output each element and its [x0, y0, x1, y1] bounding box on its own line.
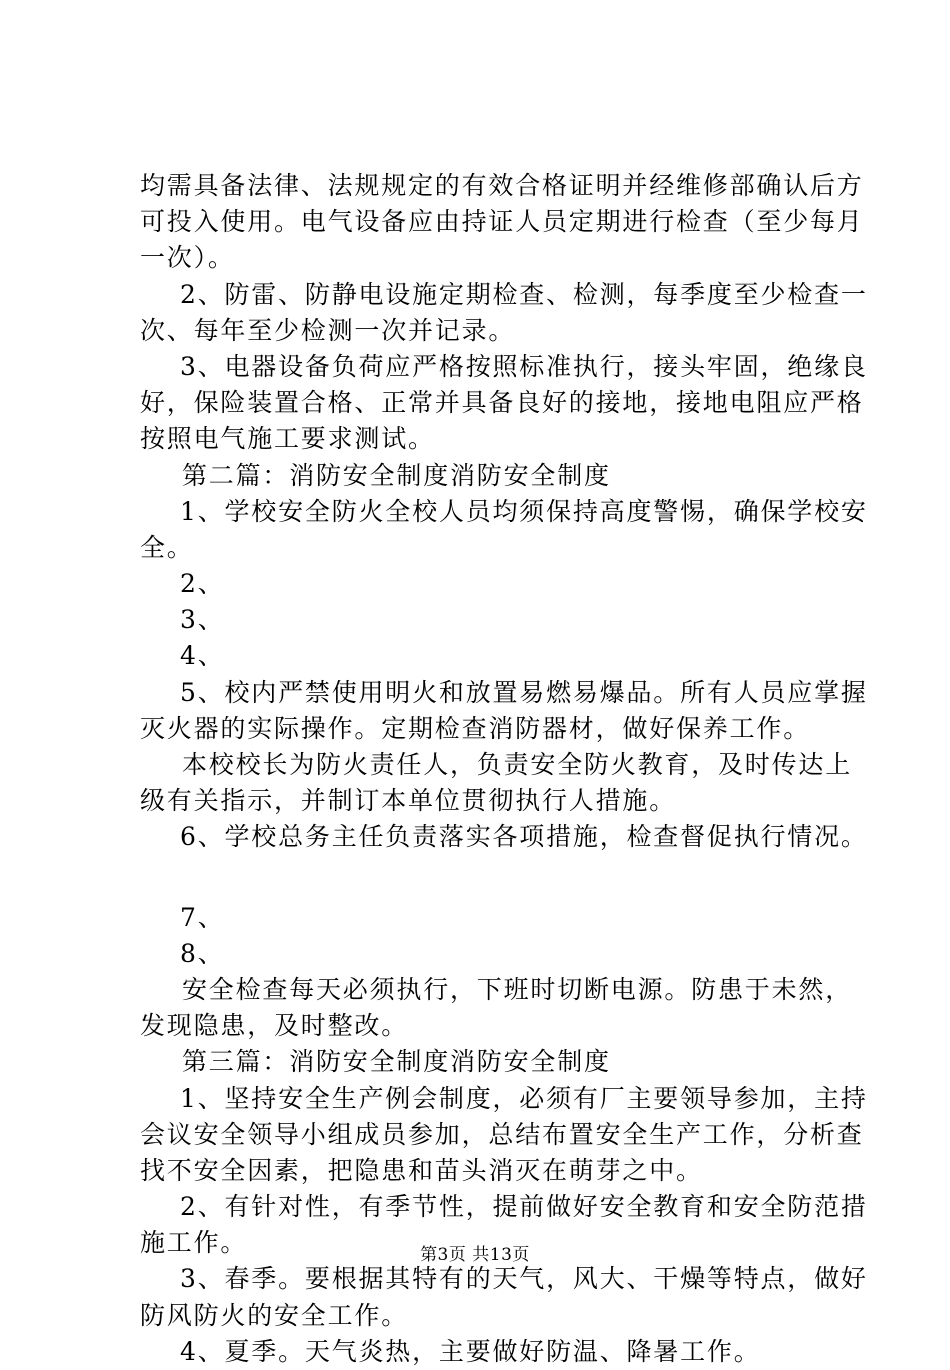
- paragraph-line: 发现隐患，及时整改。: [140, 1011, 409, 1041]
- document-body: [140, 168, 868, 1370]
- section-heading: 第三篇：消防安全制度消防安全制度: [182, 1047, 611, 1077]
- paragraph-line: 一次）。: [140, 243, 235, 273]
- paragraph-line: 安全检查每天必须执行，下班时切断电源。防患于未然，: [182, 974, 853, 1004]
- paragraph-line: 级有关指示，并制订本单位贯彻执行人措施。: [140, 786, 677, 816]
- page-number-footer: 第3页 共13页: [420, 1245, 530, 1265]
- paragraph-line: 均需具备法律、法规规定的有效合格证明并经维修部确认后方: [140, 171, 864, 200]
- list-item: 7、: [180, 902, 225, 932]
- paragraph-line: 1、学校安全防火全校人员均须保持高度警惕，确保学校安: [180, 496, 868, 526]
- paragraph-line: 防风防火的安全工作。: [140, 1300, 409, 1330]
- paragraph-line: 会议安全领导小组成员参加，总结布置安全生产工作，分析查: [140, 1119, 864, 1149]
- paragraph-line: 好，保险装置合格、正常并具备良好的接地，接地电阻应严格: [140, 388, 864, 418]
- paragraph-line: 5、校内严禁使用明火和放置易燃易爆品。所有人员应掌握: [180, 677, 868, 707]
- paragraph-line: 2、防雷、防静电设施定期检查、检测，每季度至少检查一: [180, 279, 868, 309]
- paragraph-line: 找不安全因素，把隐患和苗头消灭在萌芽之中。: [140, 1155, 703, 1185]
- list-item: 3、: [180, 605, 225, 635]
- paragraph-line: 灭火器的实际操作。定期检查消防器材，做好保养工作。: [140, 713, 811, 743]
- section-heading: 第二篇：消防安全制度消防安全制度: [182, 460, 611, 490]
- paragraph-line: 可投入使用。电气设备应由持证人员定期进行检查（至少每月: [140, 207, 864, 237]
- paragraph-line: 全。: [140, 532, 194, 562]
- paragraph-line: 按照电气施工要求测试。: [140, 424, 435, 454]
- paragraph-line: 2、有针对性，有季节性，提前做好安全教育和安全防范措: [180, 1192, 868, 1222]
- paragraph-line: 6、学校总务主任负责落实各项措施，检查督促执行情况。: [180, 822, 868, 852]
- paragraph-line: 4、夏季。天气炎热，主要做好防温、降暑工作。: [180, 1336, 761, 1366]
- paragraph-line: 本校校长为防火责任人，负责安全防火教育，及时传达上: [182, 750, 853, 779]
- paragraph-line: 次、每年至少检测一次并记录。: [140, 315, 516, 345]
- paragraph-line: 3、电器设备负荷应严格按照标准执行，接头牢固，绝缘良: [180, 351, 868, 381]
- paragraph-line: 3、春季。要根据其特有的天气，风大、干燥等特点，做好: [180, 1264, 868, 1294]
- list-item: 4、: [180, 641, 225, 671]
- list-item: 2、: [180, 569, 225, 599]
- list-item: 8、: [180, 938, 225, 968]
- paragraph-line: 施工作。: [140, 1228, 248, 1258]
- paragraph-line: 1、坚持安全生产例会制度，必须有厂主要领导参加，主持: [180, 1083, 868, 1113]
- blank-line: [140, 856, 830, 900]
